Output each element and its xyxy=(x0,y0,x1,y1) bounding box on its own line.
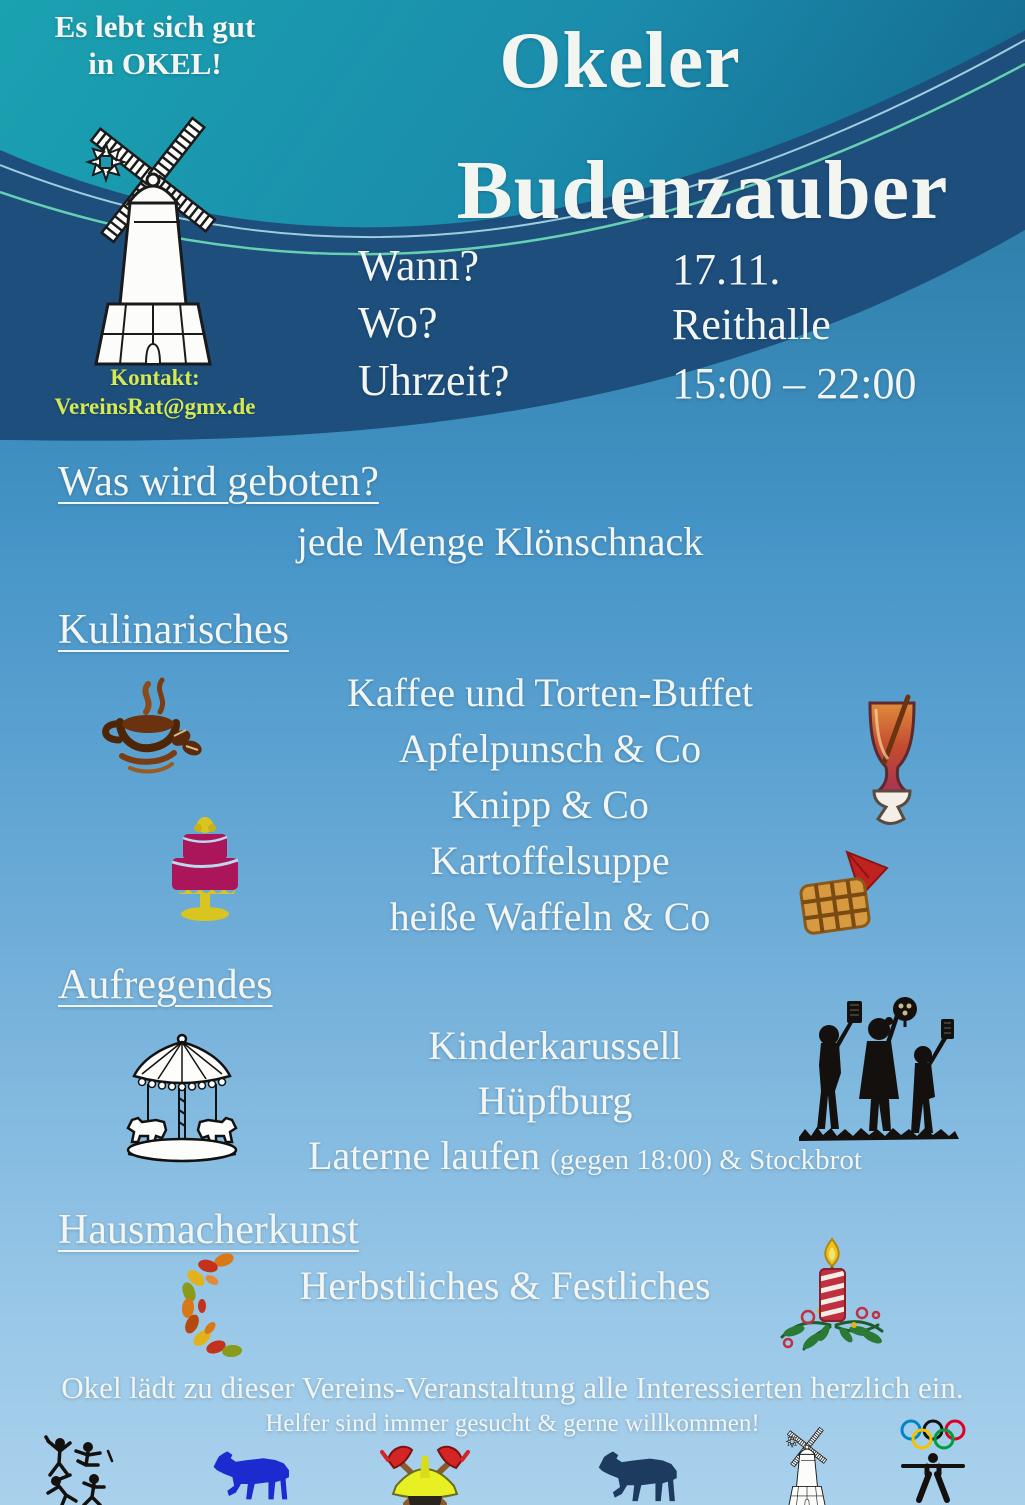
navy-horse-icon xyxy=(592,1448,687,1505)
fire-brigade-icon xyxy=(378,1438,473,1505)
list-item: heiße Waffeln & Co xyxy=(389,894,711,939)
when-value: 17.11. xyxy=(672,245,781,294)
layer-cake-icon xyxy=(158,808,253,926)
poster-title-line1: Okeler xyxy=(499,17,741,105)
olympic-shooter-icon xyxy=(893,1418,973,1505)
hausmacherkunst-item: Herbstliches & Festliches xyxy=(299,1263,711,1308)
list-item: Kartoffelsuppe xyxy=(430,838,670,883)
punch-glass-icon xyxy=(850,693,935,831)
windmill-small-icon xyxy=(762,1416,852,1505)
candle-icon xyxy=(768,1233,898,1355)
coffee-cup-icon xyxy=(86,676,206,788)
tagline-line2: in OKEL! xyxy=(88,46,222,81)
list-item: Knipp & Co xyxy=(451,782,649,827)
tagline xyxy=(20,8,290,82)
lantern-main: Laterne laufen xyxy=(308,1133,541,1178)
aufregendes-heading: Aufregendes xyxy=(58,962,273,1008)
contact-email: VereinsRat@gmx.de xyxy=(54,394,256,419)
offer-subline: jede Menge Klönschnack xyxy=(296,519,704,564)
carousel-icon xyxy=(110,1032,255,1167)
list-item: Apfelpunsch & Co xyxy=(398,726,702,771)
when-label: Wann? xyxy=(358,241,480,290)
footer-invitation: Okel lädt zu dieser Vereins-Veranstaltung alle Interessierten herzlich ein. xyxy=(61,1370,964,1405)
lantern-suffix: (gegen 18:00) & Stockbrot xyxy=(550,1144,862,1176)
kulinarisches-heading: Kulinarisches xyxy=(58,607,289,653)
contact-block xyxy=(20,363,290,421)
time-value: 15:00 – 22:00 xyxy=(672,359,917,408)
tagline-line1: Es lebt sich gut xyxy=(54,9,256,44)
offer-heading: Was wird geboten? xyxy=(58,459,379,505)
lantern-children-icon xyxy=(795,995,967,1147)
autumn-leaves-icon xyxy=(172,1250,252,1358)
where-value: Reithalle xyxy=(672,300,831,349)
list-item: Kaffee und Torten-Buffet xyxy=(347,670,753,715)
list-item: Kinderkarussell xyxy=(428,1023,682,1068)
hausmacherkunst-heading: Hausmacherkunst xyxy=(58,1207,359,1253)
time-label: Uhrzeit? xyxy=(358,356,510,405)
footer-helpers: Helfer sind immer gesucht & gerne willkommen! xyxy=(265,1410,760,1437)
list-item: Hüpfburg xyxy=(477,1078,633,1123)
blue-horse-icon xyxy=(208,1448,298,1505)
poster-title-line2: Budenzauber xyxy=(456,144,949,237)
acrobats-icon xyxy=(32,1435,147,1505)
where-label: Wo? xyxy=(358,298,438,347)
waffle-icon xyxy=(795,848,895,940)
windmill-logo-icon xyxy=(68,82,238,372)
contact-label: Kontakt: xyxy=(110,365,200,390)
